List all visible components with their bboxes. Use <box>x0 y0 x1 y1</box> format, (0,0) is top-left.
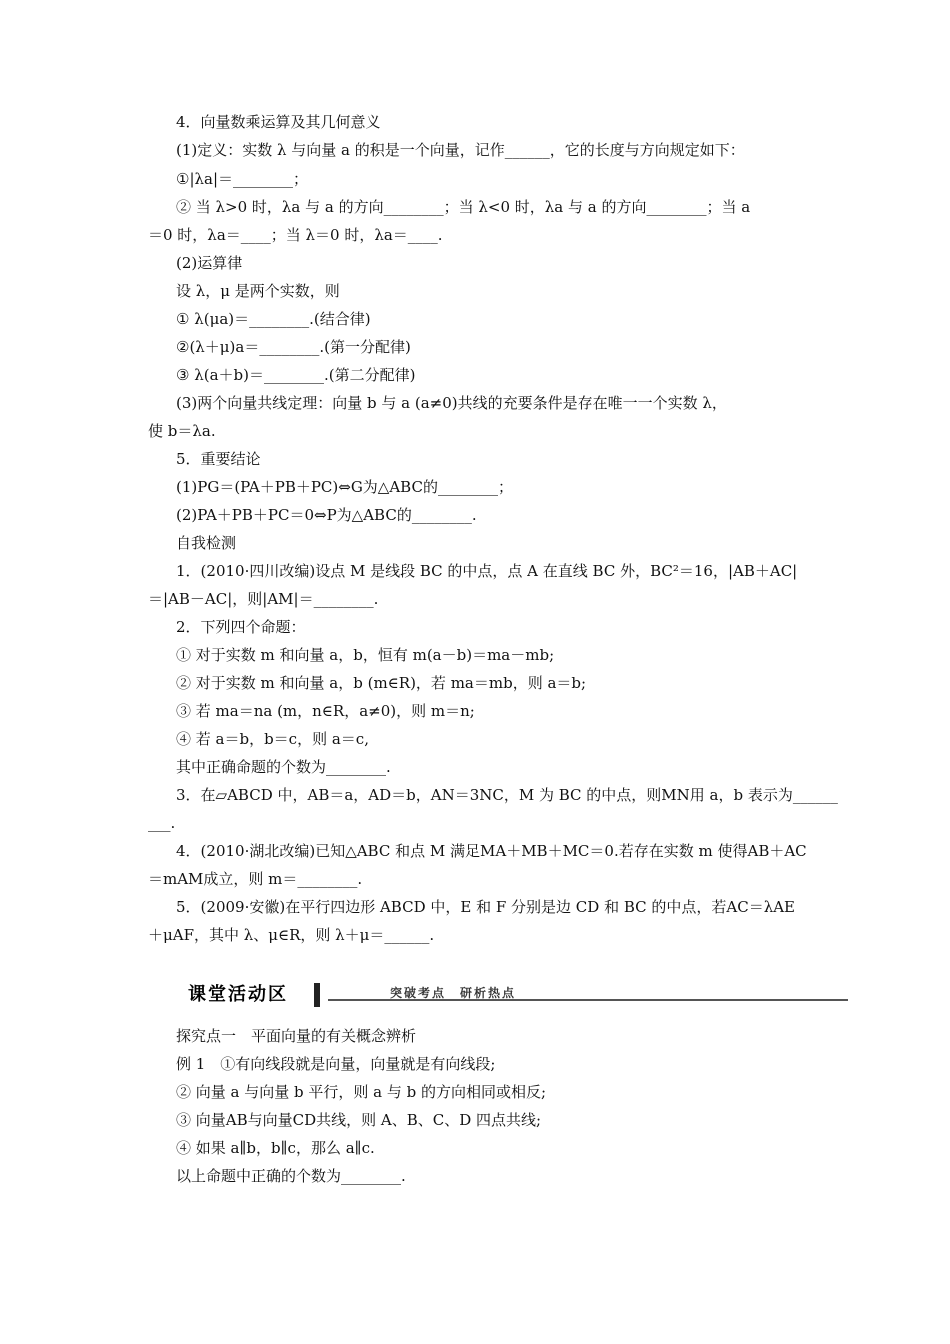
text-line: 1．(2010·四川改编)设点 M 是线段 BC 的中点，点 A 在直线 BC 外，BC²＝16，|AB＋AC| <box>176 562 798 580</box>
text-line: 自我检测 <box>176 534 237 552</box>
text-line: 5．(2009·安徽)在平行四边形 ABCD 中，E 和 F 分别是边 CD 和 BC 的中点，若AC＝λAE <box>176 898 795 916</box>
section-title: 课堂活动区 <box>188 984 288 1005</box>
text-line: ①|λa|＝________； <box>176 170 309 188</box>
text-line: ③ 若 ma＝na (m，n∈R，a≠0)，则 m＝n; <box>176 702 475 720</box>
text-line: 设 λ，μ 是两个实数，则 <box>176 282 340 300</box>
text-line: ②(λ＋μ)a＝________.(第一分配律) <box>176 338 411 356</box>
text-line: ② 对于实数 m 和向量 a，b (m∈R)，若 ma＝mb，则 a＝b; <box>176 674 587 692</box>
text-line: (1)定义：实数 λ 与向量 a 的积是一个向量，记作______，它的长度与方向规定如下： <box>176 141 745 159</box>
text-line: ① 对于实数 m 和向量 a，b，恒有 m(a－b)＝ma－mb; <box>176 646 555 664</box>
text-line: ＝0 时，λa＝____；当 λ＝0 时，λa＝____. <box>148 226 443 244</box>
text-line: ___. <box>148 814 176 832</box>
text-line: ④ 若 a＝b，b＝c，则 a＝c, <box>176 730 369 748</box>
text-line: 探究点一 平面向量的有关概念辨析 <box>176 1027 417 1045</box>
text-line: 3．在▱ABCD 中，AB＝a，AD＝b，AN＝3NC，M 为 BC 的中点，则MN用 a，b 表示为______ <box>176 786 838 804</box>
text-line: (2)PA＋PB＋PC＝0⇔P为△ABC的________. <box>176 506 477 524</box>
text-line: ＋μAF，其中 λ、μ∈R，则 λ＋μ＝______. <box>148 926 435 944</box>
text-line: ＝mAM成立，则 m＝________. <box>148 870 363 888</box>
text-line: ② 当 λ>0 时，λa 与 a 的方向________；当 λ<0 时，λa 与 a 的方向________；当 a <box>176 198 751 216</box>
text-line: ③ 向量AB与向量CD共线，则 A、B、C、D 四点共线; <box>176 1111 542 1129</box>
text-line: (3)两个向量共线定理：向量 b 与 a (a≠0)共线的充要条件是存在唯一一个实数 λ， <box>176 394 727 412</box>
text-line: ② 向量 a 与向量 b 平行，则 a 与 b 的方向相同或相反; <box>176 1083 547 1101</box>
text-line: 4．(2010·湖北改编)已知△ABC 和点 M 满足MA＋MB＋MC＝0.若存在实数 m 使得AB＋AC <box>176 842 807 860</box>
text-line: (2)运算律 <box>176 254 243 272</box>
text-line: ① λ(μa)＝________.(结合律) <box>176 310 371 328</box>
section-subtitle: 突破考点 研析热点 <box>390 986 517 1000</box>
text-line: 以上命题中正确的个数为________. <box>176 1167 406 1185</box>
section-divider-bar <box>314 983 320 1007</box>
text-line: ③ λ(a＋b)＝________.(第二分配律) <box>176 366 416 384</box>
text-line: (1)PG＝(PA＋PB＋PC)⇔G为△ABC的________； <box>176 478 513 496</box>
text-line: ＝|AB－AC|，则|AM|＝________. <box>148 590 379 608</box>
text-line: 其中正确命题的个数为________. <box>176 758 391 776</box>
text-line: 例 1 ①有向线段就是向量，向量就是有向线段; <box>176 1055 496 1073</box>
section-banner <box>188 982 848 1008</box>
text-line: 2．下列四个命题： <box>176 618 306 636</box>
text-line: 5．重要结论 <box>176 450 261 468</box>
text-line: ④ 如果 a∥b，b∥c，那么 a∥c. <box>176 1139 375 1157</box>
text-line: 4．向量数乘运算及其几何意义 <box>176 113 381 131</box>
text-line: 使 b＝λa. <box>148 422 216 440</box>
